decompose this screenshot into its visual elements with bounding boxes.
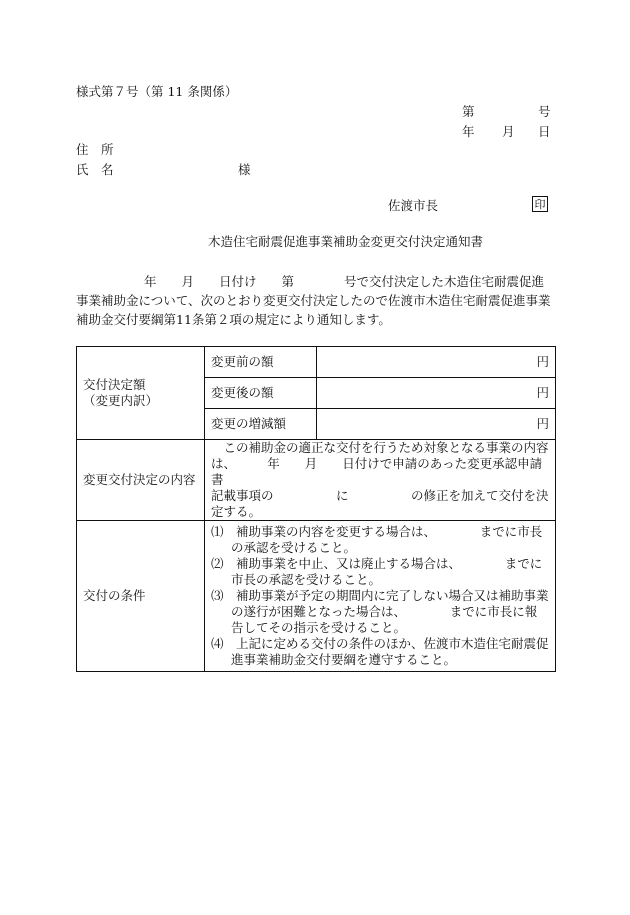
- amount-after-label: 変更後の額: [205, 378, 317, 409]
- decision-content-line: この補助金の適正な交付を行うため対象となる事業の内容: [211, 440, 549, 455]
- conditions-cell: [205, 521, 556, 672]
- document-title: 木造住宅耐震促進事業補助金変更交付決定通知書: [208, 234, 484, 249]
- notice-body: [76, 272, 556, 329]
- decision-table: [76, 346, 556, 672]
- honorific-sama: 様: [238, 162, 251, 177]
- amount-diff-value: 円: [317, 409, 556, 440]
- address-label: 住 所: [76, 142, 114, 157]
- body-line: 事業補助金について、次のとおり変更交付決定したので佐渡市木造住宅耐震促進事業: [76, 293, 551, 308]
- decision-content-header: 変更交付決定の内容: [77, 440, 205, 521]
- amount-before-label: 変更前の額: [205, 347, 317, 378]
- decision-content-cell: [205, 440, 556, 521]
- amount-header: [77, 347, 205, 440]
- decision-content-line: 定する。: [211, 504, 262, 519]
- conditions-header: 交付の条件: [77, 521, 205, 672]
- amount-before-value: 円: [317, 347, 556, 378]
- body-line: 年 月 日付け 第 号で交付決定した木造住宅耐震促進: [144, 274, 545, 289]
- condition-item: ⑷ 上記に定める交付の条件のほか、佐渡市木造住宅耐震促進事業補助金交付要綱を遵守すること。: [211, 636, 549, 667]
- doc-number-go: 号: [538, 104, 551, 119]
- decision-content-line: は、 年 月 日付けで申請のあった変更承認申請書: [211, 456, 543, 487]
- form-number-label: 様式第７号（第 11 条関係）: [76, 84, 238, 99]
- name-label: 氏 名: [76, 162, 114, 177]
- doc-number-dai: 第: [462, 104, 475, 119]
- date-day: 日: [538, 124, 551, 139]
- amount-after-value: 円: [317, 378, 556, 409]
- body-line: 補助金交付要綱第11条第２項の規定により通知します。: [76, 312, 391, 327]
- amount-diff-label: 変更の増減額: [205, 409, 317, 440]
- issuer-mayor: 佐渡市長: [388, 198, 439, 213]
- date-month: 月: [502, 124, 515, 139]
- seal-stamp: 印: [532, 196, 548, 212]
- condition-item: ⑵ 補助事業を中止、又は廃止する場合は、 までに市長の承認を受けること。: [211, 556, 543, 587]
- amount-header-line2: （変更内訳）: [83, 393, 159, 408]
- amount-header-line1: 交付決定額: [83, 377, 146, 392]
- date-year: 年: [462, 124, 475, 139]
- decision-content-line: 記載事項の に の修正を加えて交付を決: [211, 488, 549, 503]
- condition-item: ⑶ 補助事業が予定の期間内に完了しない場合又は補助事業の遂行が困難となった場合は、 までに市長に報告してその指示を受けること。: [211, 588, 549, 635]
- condition-item: ⑴ 補助事業の内容を変更する場合は、 までに市長の承認を受けること。: [211, 524, 543, 555]
